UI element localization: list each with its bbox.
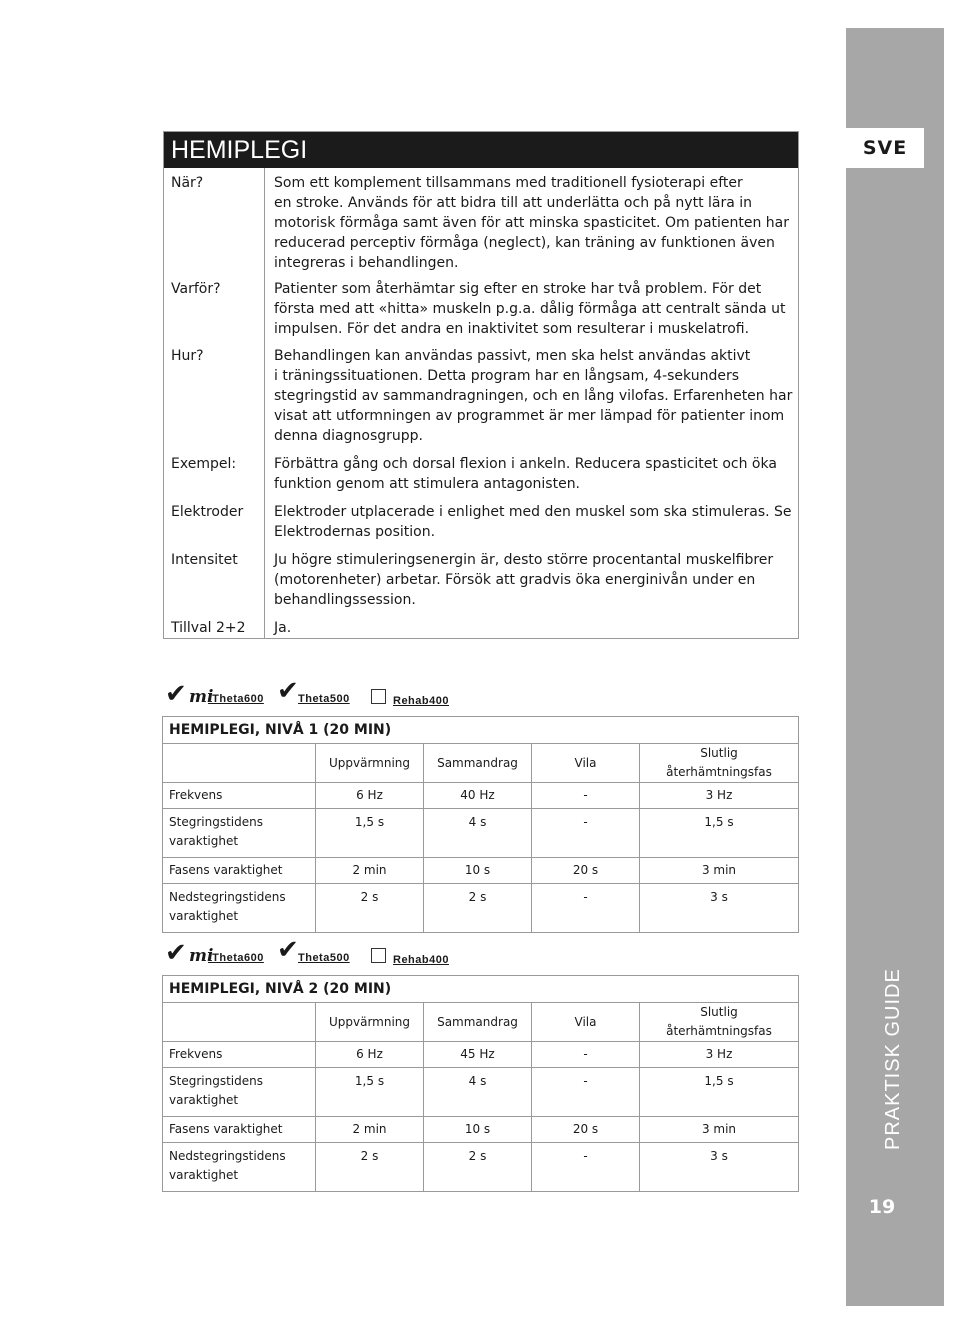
product-theta600: -Theta600	[208, 952, 264, 964]
text-line: motorisk förmåga samt även för att minska spasticitet. Om patienten har	[274, 215, 790, 231]
cell-value: 4 s	[424, 1068, 532, 1117]
parameter-table-level-1	[162, 716, 799, 933]
column-header: Vila	[532, 1003, 640, 1042]
row-text-nar	[274, 173, 794, 273]
header-blank	[163, 1003, 316, 1042]
section-label: PRAKTISK GUIDE	[882, 968, 904, 1150]
cell-value: 3 min	[640, 858, 799, 884]
description-box	[163, 131, 799, 639]
row-text-exempel	[274, 454, 794, 494]
cell-value: 3 s	[640, 1143, 799, 1192]
cell-value: 20 s	[532, 1117, 640, 1143]
row-label: Nedstegringstidens varaktighet	[163, 1143, 316, 1192]
row-label: Nedstegringstidens varaktighet	[163, 884, 316, 933]
table-row	[163, 1042, 799, 1068]
text-line: visat att utformningen av programmet är mer lämpad för patienter inom	[274, 408, 785, 424]
table-title: HEMIPLEGI, NIVÅ 2 (20 MIN)	[163, 976, 799, 1003]
table-row	[163, 1068, 799, 1117]
row-text-tillval	[274, 618, 794, 638]
checkmark-icon: ✔	[277, 935, 299, 965]
table-row	[163, 783, 799, 809]
table-row	[163, 1143, 799, 1192]
cell-value: 20 s	[532, 858, 640, 884]
product-rehab400: Rehab400	[393, 954, 449, 966]
column-header: Sammandrag	[424, 1003, 532, 1042]
cell-value: 2 s	[316, 1143, 424, 1192]
cell-value: 1,5 s	[316, 809, 424, 858]
column-header: Uppvärmning	[316, 1003, 424, 1042]
text-line: integreras i behandlingen.	[274, 255, 459, 271]
column-header: Slutlig återhämtningsfas	[640, 1003, 799, 1042]
cell-value: 2 s	[424, 1143, 532, 1192]
text-line: en stroke. Används för att bidra till att underlätta och på nytt lära in	[274, 195, 753, 211]
cell-value: -	[532, 783, 640, 809]
row-label-exempel: Exempel:	[171, 456, 237, 472]
text-line: Som ett komplement tillsammans med traditionell fysioterapi efter	[274, 175, 743, 191]
row-text-elektroder	[274, 502, 794, 542]
row-label-tillval: Tillval 2+2	[171, 620, 246, 636]
unchecked-box-icon	[371, 689, 386, 704]
language-tab: SVE	[846, 128, 924, 168]
table-row	[163, 884, 799, 933]
text-line: reducerad perceptiv förmåga (neglect), kan träning av funktionen även	[274, 235, 775, 251]
table-title: HEMIPLEGI, NIVÅ 1 (20 MIN)	[163, 717, 799, 744]
checkmark-icon: ✔	[277, 676, 299, 706]
mi-logo: mi	[189, 946, 214, 966]
cell-value: 1,5 s	[640, 809, 799, 858]
cell-value: 1,5 s	[316, 1068, 424, 1117]
cell-value: 1,5 s	[640, 1068, 799, 1117]
unchecked-box-icon	[371, 948, 386, 963]
text-line: behandlingssession.	[274, 592, 416, 608]
text-line: impulsen. För det andra en inaktivitet som resulterar i muskelatrofi.	[274, 321, 750, 337]
text-line: (motorenheter) arbetar. Försök att gradvis öka energinivån under en	[274, 572, 756, 588]
column-header: Sammandrag	[424, 744, 532, 783]
row-label-elektroder: Elektroder	[171, 504, 244, 520]
cell-value: -	[532, 1068, 640, 1117]
product-compatibility	[165, 937, 485, 971]
cell-value: 4 s	[424, 809, 532, 858]
cell-value: 3 min	[640, 1117, 799, 1143]
row-label-intensitet: Intensitet	[171, 552, 238, 568]
row-label: Stegringstidens varaktighet	[163, 809, 316, 858]
text-line: Behandlingen kan användas passivt, men ska helst användas aktivt	[274, 348, 751, 364]
cell-value: 2 s	[316, 884, 424, 933]
text-line: Ju högre stimuleringsenergin är, desto större procentantal muskelfibrer	[274, 552, 774, 568]
row-label: Stegringstidens varaktighet	[163, 1068, 316, 1117]
page-title: HEMIPLEGI	[164, 132, 798, 168]
cell-value: 10 s	[424, 1117, 532, 1143]
column-header: Uppvärmning	[316, 744, 424, 783]
text-line: Förbättra gång och dorsal flexion i ankeln. Reducera spasticitet och öka	[274, 456, 777, 472]
column-divider	[264, 168, 265, 638]
cell-value: -	[532, 884, 640, 933]
table-row	[163, 809, 799, 858]
cell-value: -	[532, 1042, 640, 1068]
product-compatibility	[165, 678, 485, 712]
header-blank	[163, 744, 316, 783]
cell-value: -	[532, 809, 640, 858]
product-theta500: Theta500	[298, 693, 350, 705]
row-label-nar: När?	[171, 175, 204, 191]
row-text-hur	[274, 346, 794, 446]
text-line: första med att «hitta» muskeln p.g.a. dålig förmåga att centralt sända ut	[274, 301, 786, 317]
mi-logo: mi	[189, 687, 214, 707]
product-theta600: -Theta600	[208, 693, 264, 705]
row-label: Frekvens	[163, 783, 316, 809]
column-header: Vila	[532, 744, 640, 783]
table-row	[163, 1117, 799, 1143]
cell-value: 6 Hz	[316, 1042, 424, 1068]
row-label: Frekvens	[163, 1042, 316, 1068]
text-line: i träningssituationen. Detta program har en långsam, 4-sekunders	[274, 368, 739, 384]
cell-value: 45 Hz	[424, 1042, 532, 1068]
text-line: stegringstid av sammandragningen, och en lång vilofas. Erfarenheten har	[274, 388, 793, 404]
row-text-varfor	[274, 279, 794, 339]
cell-value: 2 s	[424, 884, 532, 933]
row-label-varfor: Varför?	[171, 281, 221, 297]
row-label-hur: Hur?	[171, 348, 204, 364]
row-label: Fasens varaktighet	[163, 1117, 316, 1143]
cell-value: 6 Hz	[316, 783, 424, 809]
row-label: Fasens varaktighet	[163, 858, 316, 884]
text-line: funktion genom att stimulera antagonisten.	[274, 476, 581, 492]
text-line: Elektroder utplacerade i enlighet med den muskel som ska stimuleras. Se	[274, 504, 792, 520]
cell-value: 3 Hz	[640, 783, 799, 809]
text-line: Elektrodernas position.	[274, 524, 436, 540]
row-text-intensitet	[274, 550, 794, 610]
cell-value: -	[532, 1143, 640, 1192]
text-line: denna diagnosgrupp.	[274, 428, 423, 444]
cell-value: 10 s	[424, 858, 532, 884]
cell-value: 40 Hz	[424, 783, 532, 809]
parameter-table-level-2	[162, 975, 799, 1192]
product-theta500: Theta500	[298, 952, 350, 964]
checkmark-icon: ✔	[165, 679, 187, 709]
cell-value: 3 Hz	[640, 1042, 799, 1068]
text-line: Ja.	[274, 620, 292, 636]
checkmark-icon: ✔	[165, 938, 187, 968]
text-line: Patienter som återhämtar sig efter en stroke har två problem. För det	[274, 281, 762, 297]
page-number: 19	[868, 1196, 896, 1218]
cell-value: 3 s	[640, 884, 799, 933]
table-row	[163, 858, 799, 884]
cell-value: 2 min	[316, 1117, 424, 1143]
cell-value: 2 min	[316, 858, 424, 884]
product-rehab400: Rehab400	[393, 695, 449, 707]
column-header: Slutlig återhämtningsfas	[640, 744, 799, 783]
